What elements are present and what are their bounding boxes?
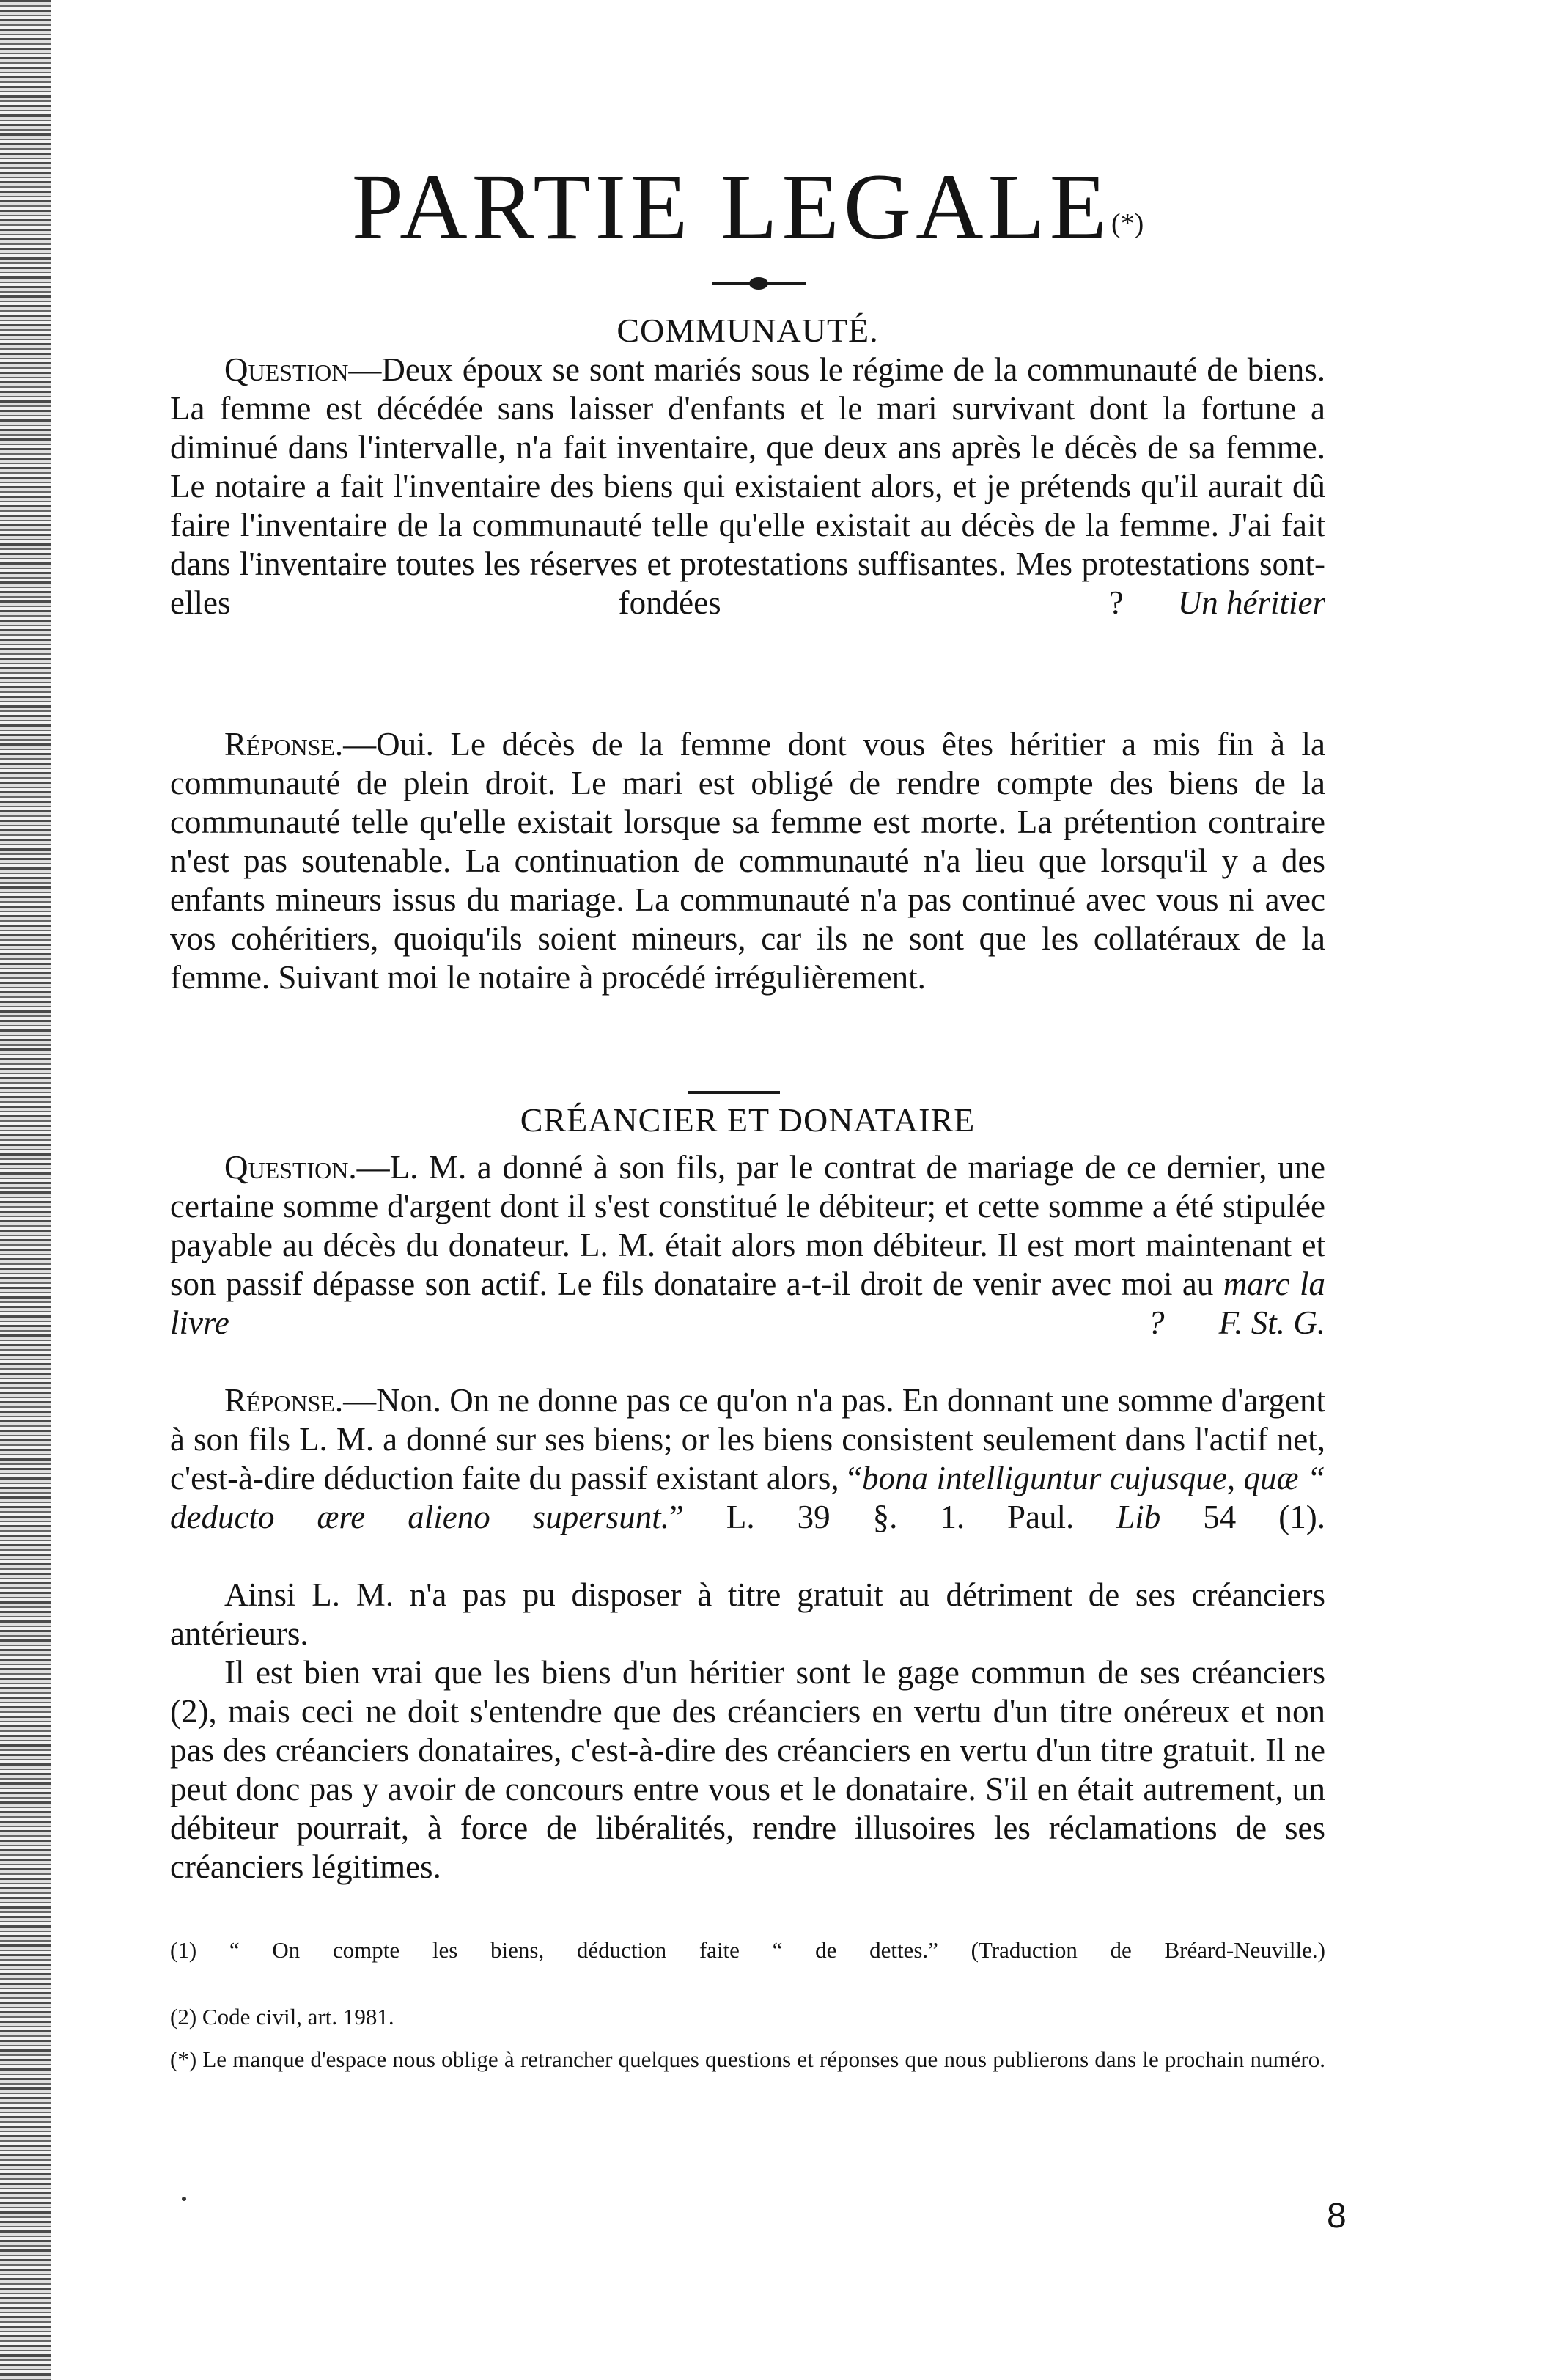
question-label: Question [224,351,349,388]
paragraph-il-est-bien-vrai: Il est bien vrai que les biens d'un héritier sont le gage commun de ses créanciers (2), mais ceci ne doit s'entendre que des créanciers en vertu d'un titre onéreux et non pas des créanciers donataires, c'est-à-dire des créanciers en vertu d'un titre gratuit. Il ne peut donc pas y avoir de concours entre vous et le donataire. S'il en était autrement, un débiteur pourrait, à force de libéralités, rendre illusoires les réclamations de ses créanciers légitimes. [170,1654,1325,1885]
question-paragraph-1: Question—Deux époux se sont mariés sous le régime de la communauté de biens. La femme est décédée sans laisser d'enfants et le mari survivant dont la fortune a diminué dans l'intervalle, n'a fait inventaire, que deux ans après le décès de sa femme. Le notaire a fait l'inventaire des biens qui existaient alors, et je prétends qu'il aurait dû faire l'inventaire de la communauté telle qu'elle existait au décès de la femme. J'ai fait dans l'inventaire toutes les réserves et protestations suffisantes. Mes protestations sont-elles fondées ? Un héritier [170,351,1325,621]
page-number: 8 [1327,2197,1347,2236]
footnote-1: (1) “ On compte les biens, déduction faite “ de dettes.” (Traduction de Bréard-Neuville.) [170,1937,1325,1963]
answer-paragraph-1: Réponse.—Oui. Le décès de la femme dont vous êtes héritier a mis fin à la communauté de plein droit. Le mari est obligé de rendre compte des biens de la communauté telle qu'elle existait lorsque sa femme est morte. La prétention contraire n'est pas soutenable. La continuation de communauté n'a lieu que lorsqu'il y a des enfants mineurs issus du mariage. La communauté n'a pas continué avec vous ni avec vos cohéritiers, quoiqu'ils soient mineurs, car ils ne sont que les collatéraux de la femme. Suivant moi le notaire à procédé irrégulièrement. [170,726,1325,996]
section-divider [688,1091,780,1094]
question-label: Question [224,1149,349,1186]
title-footnote-mark: (*) [1111,208,1144,239]
question-signature: Un héritier [1177,584,1325,621]
footnote-3: (*) Le manque d'espace nous oblige à retrancher quelques questions et réponses que nous publierons dans le prochain numéro. [170,2046,1325,2072]
page-title: PARTIE LEGALE(*) [351,155,1144,259]
answer-label: Réponse [224,1382,335,1419]
footnote-2: (2) Code civil, art. 1981. [170,2004,394,2030]
ink-speck [182,2197,186,2201]
paragraph-ainsi: Ainsi L. M. n'a pas pu disposer à titre gratuit au détriment de ses créanciers antérieurs. [170,1576,1325,1652]
binding-edge [0,0,51,2380]
section-heading-creancier: CRÉANCIER ET DONATAIRE [520,1101,976,1139]
section-heading-communaute: COMMUNAUTÉ. [616,312,879,349]
question-signature: F. St. G. [1218,1304,1325,1341]
question-paragraph-2: Question.—L. M. a donné à son fils, par le contrat de mariage de ce dernier, une certaine somme d'argent dont il s'est constitué le débiteur; et cette somme a été stipulée payable au décès du donateur. L. M. était alors mon débiteur. Il est mort maintenant et son passif dépasse son actif. Le fils donataire a-t-il droit de venir avec moi au marc la livre ? F. St. G. [170,1149,1325,1341]
answer-paragraph-2: Réponse.—Non. On ne donne pas ce qu'on n'a pas. En donnant une somme d'argent à son fils L. M. a donné sur ses biens; or les biens consistent seulement dans l'actif net, c'est-à-dire déduction faite du passif existant alors, “bona intelliguntur cujusque, quæ “ deducto ære alieno supersunt.” L. 39 §. 1. Paul. Lib 54 (1). [170,1382,1325,1535]
title-ornament-rule [712,282,806,285]
answer-label: Réponse [224,726,335,763]
